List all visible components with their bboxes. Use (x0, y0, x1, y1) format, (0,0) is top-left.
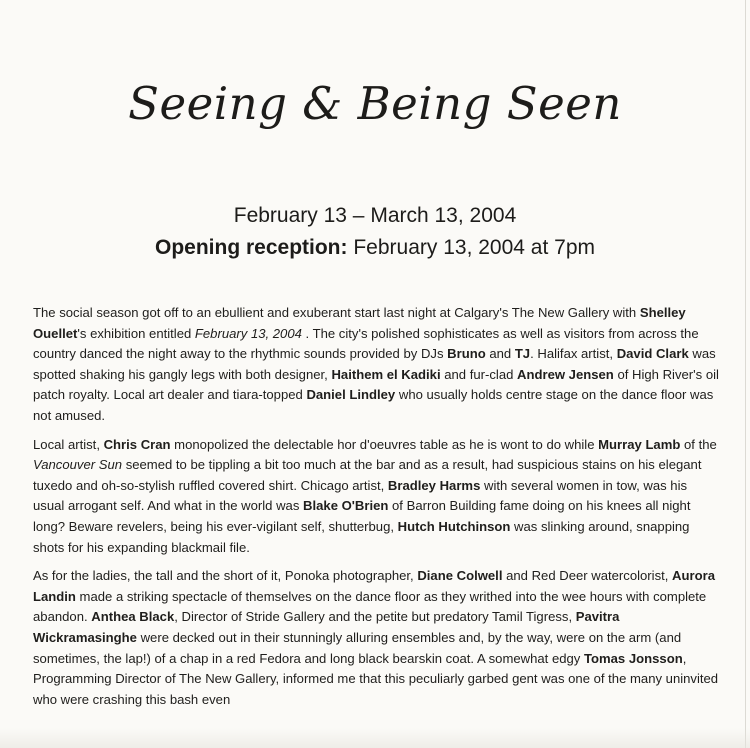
name-highlight: Andrew Jensen (517, 366, 614, 382)
text-run: was spotted shaking his gangly legs with both designer, (33, 346, 716, 382)
text-run: , Programming Director of The New Gallery, informed me that this peculiarly garbed gent was one of the many uninvited who were crashing this bash even (33, 650, 719, 707)
name-highlight: Bruno (447, 346, 486, 362)
text-run: and (485, 346, 515, 362)
text-run: , Director of Stride Gallery and the petite but predatory Tamil Tigress, (174, 609, 576, 625)
page-title: Seeing & Being Seen (128, 77, 622, 130)
name-highlight: Aurora Landin (33, 568, 715, 604)
article-body (33, 303, 721, 718)
text-run: Local artist, (33, 436, 104, 452)
date-range: February 13 – March 13, 2004 (233, 204, 517, 227)
name-highlight: Hutch Hutchinson (397, 518, 511, 534)
text-run: monopolized the delectable hor d'oeuvres table as he is wont to do while (170, 436, 599, 452)
name-highlight: Haithem el Kadiki (331, 366, 441, 382)
name-highlight: Blake O'Brien (303, 498, 389, 514)
text-run: The social season got off to an ebullient and exuberant start last night at Calgary's The New Gallery with (33, 305, 640, 320)
name-highlight: Pavitra Wickramasinghe (33, 609, 620, 645)
reception-label: Opening reception: (154, 236, 348, 259)
italic-text: Vancouver Sun (33, 457, 123, 473)
name-highlight: Shelley Ouellet (33, 305, 686, 341)
text-run: were decked out in their stunningly alluring ensembles and, by the way, were on the arm (and sometimes, the lap!) of a chap in a red Fedora and long black bearskin coat. A somewhat edgy (33, 629, 682, 666)
text-run: of the (680, 436, 717, 452)
text-run: . Halifax artist, (530, 346, 617, 362)
name-highlight: TJ (514, 346, 531, 362)
text-run: . The city's polished sophisticates as well as visitors from across the country danced the night away to the rhythmic sounds provided by DJs (33, 325, 699, 362)
italic-text: February 13, 2004 (194, 325, 302, 341)
name-highlight: Bradley Harms (387, 477, 481, 493)
paragraph-3 (33, 566, 721, 710)
paragraph-1 (33, 303, 721, 427)
text-run: with several women in tow, was his usual arrogant self. And what in the world was (33, 477, 688, 514)
name-highlight: David Clark (616, 346, 689, 362)
name-highlight: Anthea Black (91, 609, 175, 625)
page-bottom-shadow (0, 728, 750, 748)
reception-value: February 13, 2004 at 7pm (353, 236, 595, 259)
name-highlight: Daniel Lindley (306, 387, 396, 403)
name-highlight: Murray Lamb (598, 436, 681, 452)
text-run: seemed to be tippling a bit too much at the bar and as a result, had suspicious stains on his elegant tuxedo and oh-so-stylish ruffled covered shirt. Chicago artist, (33, 457, 702, 493)
text-run: and fur-clad (440, 366, 518, 382)
text-run: As for the ladies, the tall and the short of it, Ponoka photographer, (33, 568, 418, 584)
text-run: of High River's oil patch royalty. Local art dealer and tiara-topped (33, 366, 719, 403)
text-run: made a striking spectacle of themselves on the dance floor as they writhed into the wee hours with complete abandon. (33, 588, 707, 625)
paragraph-2 (33, 435, 721, 559)
text-run: 's exhibition entitled (77, 325, 195, 341)
opening-reception (0, 232, 750, 264)
name-highlight: Chris Cran (103, 436, 171, 452)
text-run: was slinking around, snapping shots for his expanding blackmail file. (33, 518, 690, 555)
exhibition-dates (0, 200, 750, 264)
text-run: who usually holds centre stage on the dance floor was not amused. (33, 387, 714, 423)
name-highlight: Tomas Jonsson (583, 650, 683, 666)
text-run: of Barron Building fame doing on his knees all night long? Beware revelers, being his ever-vigilant self, shutterbug, (33, 498, 691, 534)
text-run: and Red Deer watercolorist, (502, 568, 673, 584)
name-highlight: Diane Colwell (417, 568, 503, 584)
